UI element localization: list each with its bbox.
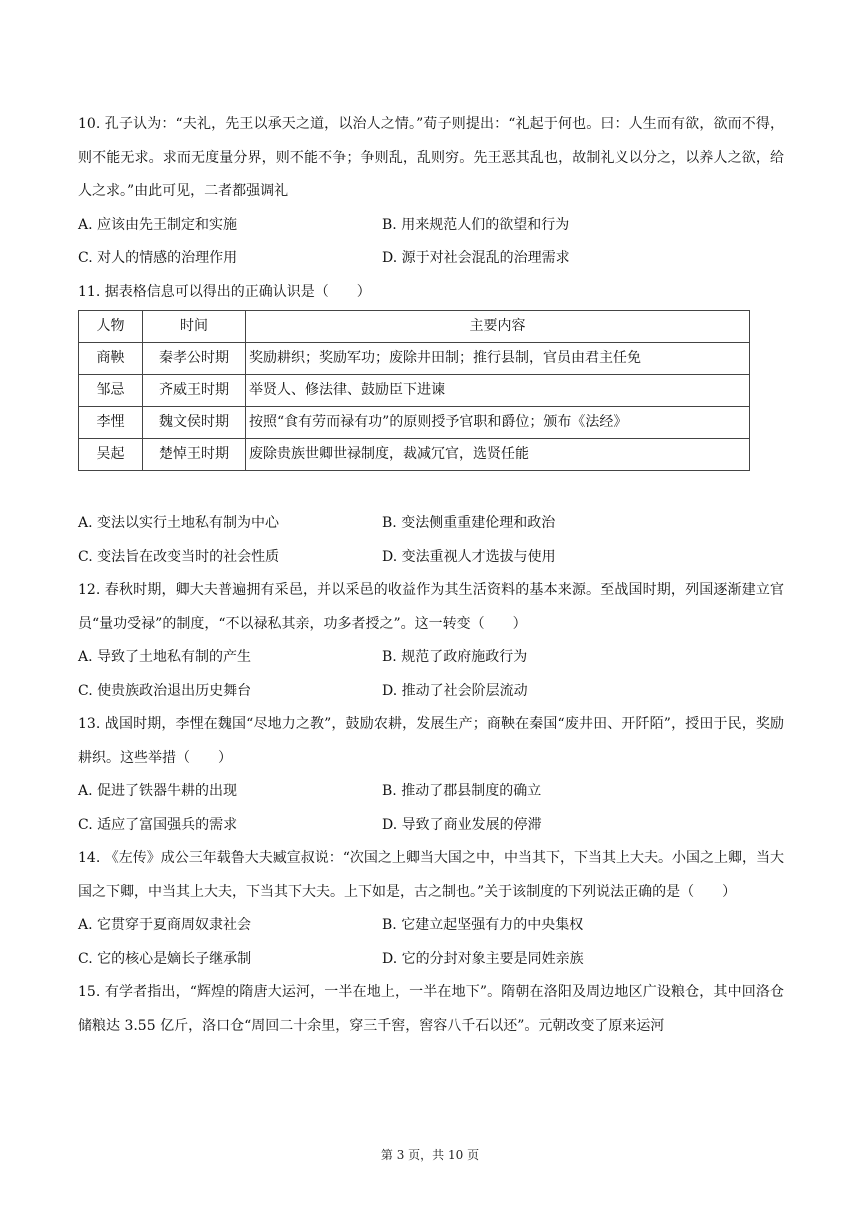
option-b: B. 规范了政府施政行为	[382, 649, 528, 665]
question-13	[78, 708, 784, 842]
cell-content: 废除贵族世卿世禄制度，裁减冗官，选贤任能	[246, 439, 750, 471]
cell-time: 秦孝公时期	[143, 343, 246, 375]
options-list	[78, 775, 784, 842]
option-c: C. 使贵族政治退出历史舞台	[78, 682, 252, 699]
header-content: 主要内容	[246, 311, 750, 343]
option-c: C. 变法旨在改变当时的社会性质	[78, 548, 280, 565]
table-row	[79, 439, 750, 471]
cell-content: 按照“食有劳而禄有功”的原则授予官职和爵位；颁布《法经》	[246, 407, 750, 439]
table-row	[79, 375, 750, 407]
option-d: D. 源于对社会混乱的治理需求	[382, 250, 570, 266]
option-a: A. 导致了土地私有制的产生	[78, 649, 252, 665]
question-10	[78, 108, 784, 276]
reform-table	[78, 310, 750, 471]
option-b: B. 变法侧重重建伦理和政治	[382, 515, 556, 531]
option-c: C. 适应了富国强兵的需求	[78, 816, 238, 833]
table-header-row	[79, 311, 750, 343]
cell-content: 奖励耕织；奖励军功；废除井田制；推行县制，官员由君主任免	[246, 343, 750, 375]
question-14	[78, 842, 784, 976]
cell-time: 楚悼王时期	[143, 439, 246, 471]
options-list	[78, 209, 784, 276]
table-row	[79, 407, 750, 439]
question-stem: 11. 据表格信息可以得出的正确认识是（ ）	[78, 283, 371, 300]
question-11	[78, 276, 784, 575]
option-d: D. 推动了社会阶层流动	[382, 682, 528, 699]
option-b: B. 推动了郡县制度的确立	[382, 783, 542, 799]
option-a: A. 促进了铁器牛耕的出现	[78, 783, 238, 799]
cell-person: 商鞅	[79, 343, 143, 375]
question-12	[78, 574, 784, 708]
options-list	[78, 641, 784, 708]
options-list	[78, 507, 784, 574]
cell-person: 李悝	[79, 407, 143, 439]
cell-time: 魏文侯时期	[143, 407, 246, 439]
question-15	[78, 976, 784, 1043]
header-time: 时间	[143, 311, 246, 343]
page-footer: 第 3 页，共 10 页	[380, 1148, 480, 1162]
option-a: A. 它贯穿于夏商周奴隶社会	[78, 917, 252, 933]
option-c: C. 它的核心是嫡长子继承制	[78, 950, 252, 967]
table-row	[79, 343, 750, 375]
option-c: C. 对人的情感的治理作用	[78, 250, 238, 266]
option-b: B. 它建立起坚强有力的中央集权	[382, 917, 584, 933]
option-a: A. 应该由先王制定和实施	[78, 216, 238, 233]
option-d: D. 变法重视人才选拔与使用	[382, 548, 556, 565]
question-stem: 15. 有学者指出，“辉煌的隋唐大运河，一半在地上，一半在地下”。隋朝在洛阳及周边地区广设粮仓，其中回洛仓储粮达 3.55 亿斤，洛口仓“周回二十余里，穿三千窖，窖容八千石以还”。元朝改变了原来运河	[78, 984, 784, 1034]
option-a: A. 变法以实行土地私有制为中心	[78, 515, 280, 531]
cell-person: 邹忌	[79, 375, 143, 407]
option-d: D. 导致了商业发展的停滞	[382, 816, 542, 833]
questions-container	[78, 108, 784, 1043]
cell-content: 举贤人、修法律、鼓励臣下进谏	[246, 375, 750, 407]
cell-person: 吴起	[79, 439, 143, 471]
question-stem: 12. 春秋时期，卿大夫普遍拥有采邑，并以采邑的收益作为其生活资料的基本来源。至战国时期，列国逐渐建立官员“量功受禄”的制度，“不以禄私其亲，功多者授之”。这一转变（ ）	[78, 582, 784, 632]
option-b: B. 用来规范人们的欲望和行为	[382, 216, 570, 233]
cell-time: 齐威王时期	[143, 375, 246, 407]
options-list	[78, 909, 784, 976]
header-person: 人物	[79, 311, 143, 343]
question-stem: 10. 孔子认为：“夫礼，先王以承天之道，以治人之情。”荀子则提出：“礼起于何也。曰：人生而有欲，欲而不得，则不能无求。求而无度量分界，则不能不争；争则乱，乱则穷。先王恶其乱也，故制礼义以分之，以养人之欲，给人之求。”由此可见，二者都强调礼	[78, 116, 784, 199]
option-d: D. 它的分封对象主要是同姓亲族	[382, 950, 584, 967]
question-stem: 14. 《左传》成公三年载鲁大夫臧宣叔说：“次国之上卿当大国之中，中当其下，下当其上大夫。小国之上卿，当大国之下卿，中当其上大夫，下当其下大夫。上下如是，古之制也。”关于该制度的下列说法正确的是（ ）	[78, 850, 784, 900]
question-stem: 13. 战国时期，李悝在魏国“尽地力之教”，鼓励农耕，发展生产；商鞅在秦国“废井田、开阡陌”，授田于民，奖励耕织。这些举措（ ）	[78, 716, 784, 766]
